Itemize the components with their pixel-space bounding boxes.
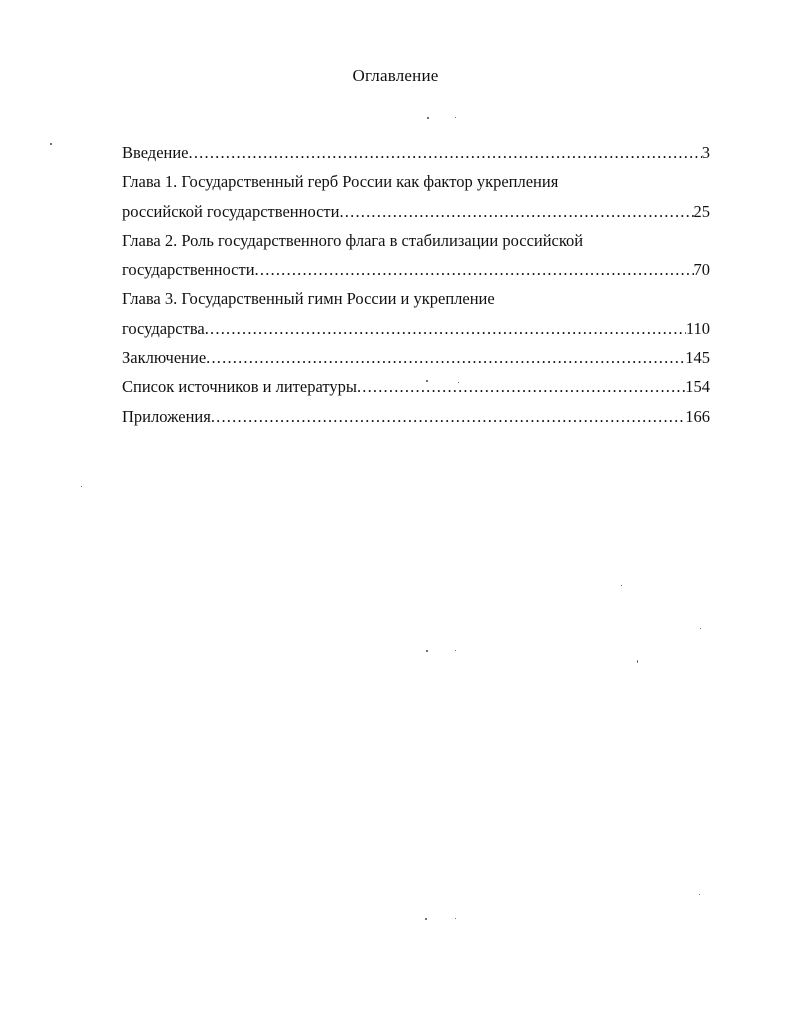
scan-speck xyxy=(458,382,459,383)
dot-leader xyxy=(206,348,685,368)
toc-page-number: 166 xyxy=(685,406,710,426)
toc-entry-title-continued: российской государственности xyxy=(122,201,340,221)
toc-page-number: 154 xyxy=(685,377,710,397)
toc-entry-title: Список источников и литературы xyxy=(122,377,357,397)
scan-speck xyxy=(621,585,622,586)
toc-entry-title: Введение xyxy=(122,143,189,162)
scan-speck xyxy=(81,486,82,487)
toc-entry-title-continued: государства xyxy=(122,318,205,338)
dot-leader xyxy=(205,319,686,339)
toc-entry-conclusion xyxy=(122,348,710,377)
scan-speck xyxy=(455,117,456,118)
scan-speck xyxy=(455,918,456,919)
scan-speck xyxy=(637,660,638,663)
toc-page-number: 145 xyxy=(685,348,710,368)
scan-speck xyxy=(699,894,700,895)
scan-speck xyxy=(50,143,52,145)
toc-entry-introduction xyxy=(122,143,710,172)
toc-entry-chapter-3-continued xyxy=(122,319,710,348)
dot-leader xyxy=(211,407,685,427)
table-of-contents xyxy=(122,143,710,436)
dot-leader xyxy=(255,260,694,280)
toc-entry-appendices xyxy=(122,407,710,436)
toc-entry-title: Глава 2. Роль государственного флага в стабилизации российской xyxy=(122,230,584,250)
dot-leader xyxy=(357,377,685,397)
toc-entry-chapter-2-continued xyxy=(122,260,710,289)
toc-entry-title: Глава 3. Государственный гимн России и укрепление xyxy=(122,289,495,309)
toc-entry-title-continued: государственности xyxy=(122,260,255,280)
toc-entry-title: Приложения xyxy=(122,406,211,426)
toc-entry-title: Глава 1. Государственный герб России как фактор укрепления xyxy=(122,172,559,192)
toc-entry-title: Заключение xyxy=(122,348,207,368)
dot-leader xyxy=(189,143,702,163)
toc-entry-sources xyxy=(122,377,710,406)
dot-leader xyxy=(339,202,693,222)
scan-speck xyxy=(427,117,429,119)
page-title: Оглавление xyxy=(352,66,439,85)
toc-entry-chapter-1 xyxy=(122,172,710,201)
toc-page-number: 110 xyxy=(685,318,710,338)
toc-page-number: 3 xyxy=(701,143,710,162)
toc-entry-chapter-3 xyxy=(122,289,710,318)
scan-speck xyxy=(426,650,428,652)
scan-speck xyxy=(426,380,428,382)
toc-entry-chapter-1-continued xyxy=(122,202,710,231)
toc-page-number: 70 xyxy=(693,260,710,280)
scan-speck xyxy=(455,650,456,651)
scan-speck xyxy=(700,628,701,629)
toc-page-number: 25 xyxy=(693,201,710,221)
scan-speck xyxy=(425,918,427,920)
toc-entry-chapter-2 xyxy=(122,231,710,260)
